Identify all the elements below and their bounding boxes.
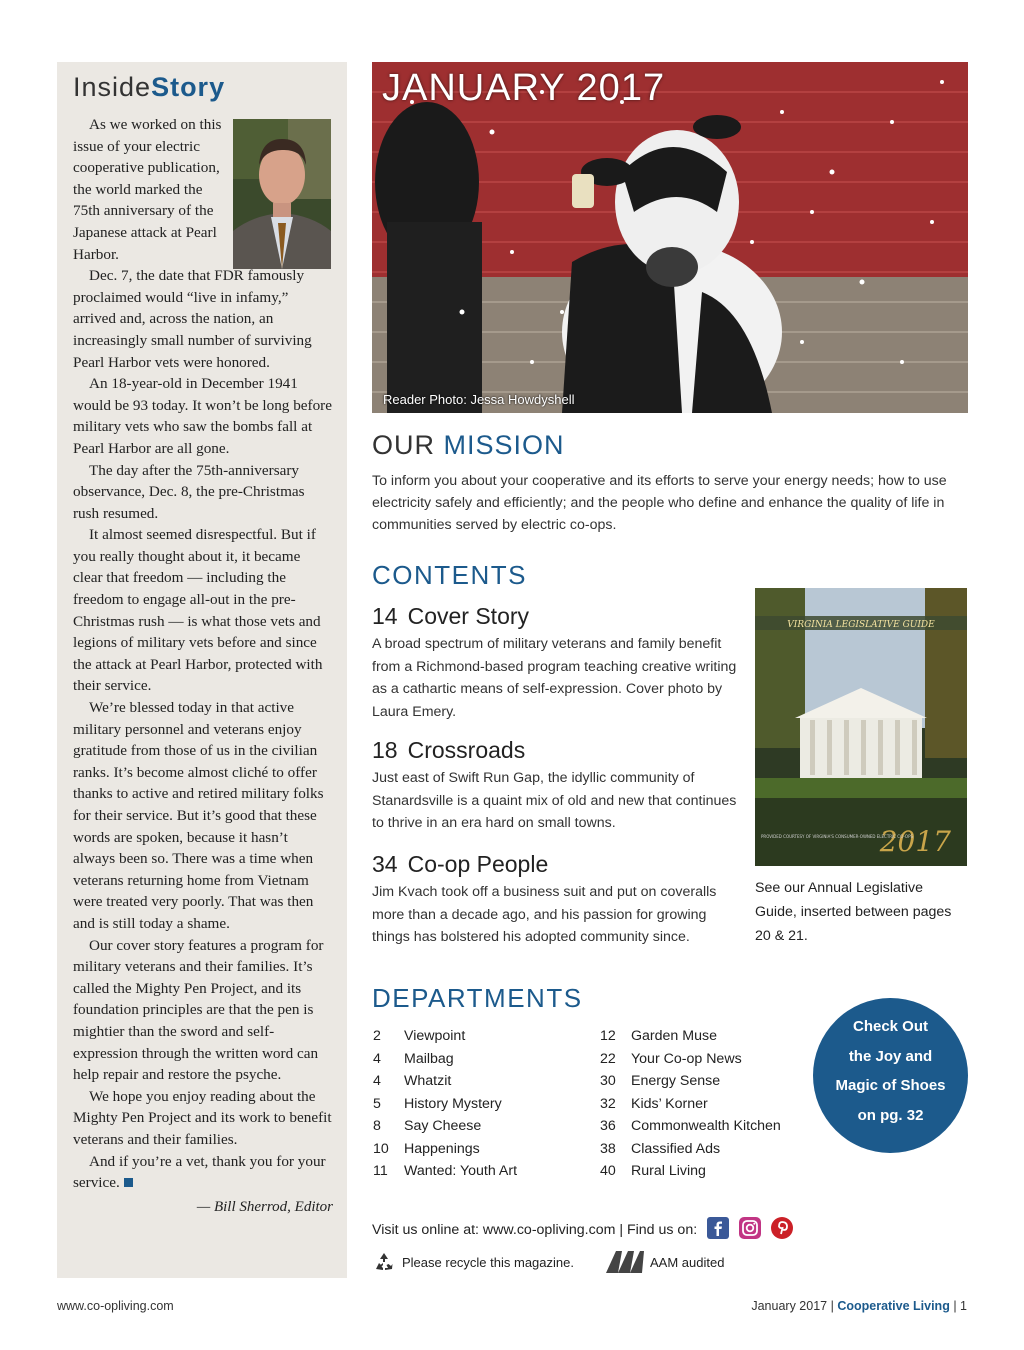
department-page: 10 [373, 1140, 389, 1157]
story-page-number: 34 [372, 851, 398, 877]
sidebar-paragraph: Dec. 7, the date that FDR famously proclaimed would “live in infamy,” arrived and, across the nation, an increasingly small number of surviving Pearl Harbor vets were honored. [73, 267, 312, 371]
photo-credit: Reader Photo: Jessa Howdyshell [383, 392, 575, 407]
inside-story-sidebar [57, 62, 347, 1278]
departments-list-right [600, 1028, 781, 1186]
department-page: 2 [373, 1028, 381, 1044]
mission-heading-a: OUR [372, 430, 435, 460]
sidebar-article [73, 114, 333, 1218]
department-item[interactable] [373, 1073, 517, 1096]
story-title: Co-op People [407, 851, 549, 877]
story-page-number: 18 [372, 737, 398, 763]
contents-heading: CONTENTS [372, 560, 527, 590]
department-name: Rural Living [631, 1163, 706, 1179]
department-page: 4 [373, 1073, 381, 1089]
story-page-number: 14 [372, 603, 398, 629]
department-item[interactable] [600, 1118, 781, 1141]
recycle-text: Please recycle this magazine. [402, 1255, 574, 1270]
issue-title: JANUARY 2017 [382, 67, 666, 109]
instagram-icon[interactable] [739, 1217, 761, 1239]
department-name: Happenings [404, 1140, 480, 1157]
mission-heading [372, 430, 565, 461]
badge-line: the Joy and [848, 1047, 933, 1065]
shoes-feature-badge[interactable] [813, 998, 968, 1153]
editor-signature: — Bill Sherrod, Editor [196, 1198, 333, 1215]
guide-year: 2017 [879, 825, 951, 858]
departments-list-left [373, 1028, 517, 1186]
department-item[interactable] [600, 1163, 781, 1186]
aam-audited-note [606, 1251, 724, 1273]
contents-story[interactable] [372, 737, 742, 835]
recycle-icon [372, 1251, 396, 1273]
footer-magazine-name: Cooperative Living [837, 1299, 950, 1313]
guide-courtesy-text: PROVIDED COURTESY OF VIRGINIA'S CONSUMER-OWNED ELECTRIC CO-OPS [761, 834, 914, 839]
mission-heading-b: MISSION [443, 430, 565, 460]
sidebar-paragraph: Our cover story features a program for military veterans and their families. It’s called the Mighty Pen Project, and its foundation principles are that the pen is mightier than the sword and self-expression through the written word can help repair and restore the psyche. [73, 936, 324, 1084]
sidebar-closing-text: And if you’re a vet, thank you for your service. [73, 1152, 326, 1192]
department-page: 11 [373, 1163, 388, 1179]
department-page: 22 [600, 1050, 616, 1067]
aam-text: AAM audited [650, 1255, 725, 1270]
story-title: Crossroads [407, 737, 526, 763]
badge-line: on pg. 32 [857, 1106, 924, 1124]
department-page: 40 [600, 1163, 616, 1179]
contents-story[interactable] [372, 603, 742, 723]
department-item[interactable] [600, 1141, 781, 1164]
guide-banner-text: VIRGINIA LEGISLATIVE GUIDE [787, 620, 935, 630]
department-page: 4 [373, 1050, 381, 1067]
story-description: Jim Kvach took off a business suit and put on coveralls more than a decade ago, and his passion for growing things has bolstered his adopted community since. [372, 884, 717, 945]
sidebar-paragraph: It almost seemed disrespectful. But if you really thought about it, it became clear that freedom — including the freedom to engage all-out in the pre-Christmas rush — is what those vets and legions of military vets before and since the attack at Pearl Harbor, protected with their service. [73, 526, 323, 695]
sidebar-paragraph: The day after the 75th-anniversary observance, Dec. 8, the pre-Christmas rush resumed. [73, 461, 305, 522]
departments-heading: DEPARTMENTS [372, 983, 583, 1013]
story-heading [372, 737, 742, 764]
sidebar-paragraph: We’re blessed today in that active military personnel and veterans enjoy gratitude from those of us in the civilian ranks. It’s become almost cliché to offer thanks to active and retired military folks for their service. But it’s good that these words are spoken, because it hasn’t always been so. There was a time when veterans returning home from Vietnam were treated very poorly. That was then and is still today a shame. [73, 699, 324, 932]
department-item[interactable] [600, 1096, 781, 1119]
department-item[interactable] [373, 1096, 517, 1119]
legislative-guide-caption: See our Annual Legislative Guide, inserted between pages 20 & 21. [755, 880, 952, 944]
sidebar-title-light: Inside [73, 72, 152, 102]
department-page: 32 [600, 1095, 616, 1112]
sidebar-paragraph-last [73, 1151, 333, 1194]
department-item[interactable] [600, 1028, 781, 1051]
department-name: Say Cheese [404, 1118, 482, 1134]
contents-story[interactable] [372, 851, 742, 949]
department-page: 38 [600, 1140, 616, 1157]
story-heading [372, 603, 742, 630]
department-name: Garden Muse [631, 1028, 717, 1044]
footer-website[interactable]: www.co-opliving.com [57, 1299, 174, 1313]
badge-line: Magic of Shoes [835, 1077, 946, 1094]
department-item[interactable] [373, 1118, 517, 1141]
visit-text: Visit us online at: www.co-opliving.com | Find us on: [372, 1222, 698, 1238]
sidebar-title [73, 72, 225, 103]
story-description: Just east of Swift Run Gap, the idyllic community of Stanardsville is a quaint mix of old and new that continues to thrive in an era hard on small towns. [372, 770, 737, 831]
legislative-guide-cover [755, 588, 967, 866]
cover-photo [372, 62, 968, 413]
footer-date: January 2017 | [751, 1299, 838, 1313]
calves-in-snow-photo [372, 62, 968, 413]
department-item[interactable] [373, 1028, 517, 1051]
sidebar-paragraph: We hope you enjoy reading about the Mighty Pen Project and its work to benefit veterans and their families. [73, 1087, 332, 1148]
mission-statement: To inform you about your cooperative and its efforts to serve your energy needs; how to use electricity safely and efficiently; and the people who define and enhance the quality of life in communities served by electric co-ops. [372, 473, 947, 533]
department-name: Mailbag [404, 1050, 454, 1067]
department-item[interactable] [373, 1141, 517, 1164]
facebook-icon[interactable] [707, 1217, 729, 1239]
department-item[interactable] [373, 1163, 517, 1186]
pinterest-icon[interactable] [771, 1217, 793, 1239]
department-name: Whatzit [404, 1073, 452, 1089]
footer-folio [751, 1299, 967, 1313]
aam-logo-icon [606, 1251, 644, 1273]
department-page: 36 [600, 1118, 616, 1134]
story-title: Cover Story [407, 603, 530, 629]
footer-page-number: | 1 [949, 1299, 967, 1313]
department-page: 12 [600, 1028, 616, 1044]
end-mark-icon [124, 1178, 133, 1187]
recycle-note [372, 1251, 574, 1273]
badge-line: Check Out [852, 1018, 928, 1035]
department-name: Kids’ Korner [631, 1095, 708, 1112]
department-name: Commonwealth Kitchen [631, 1118, 781, 1134]
department-page: 8 [373, 1118, 381, 1134]
visit-online-line [372, 1217, 793, 1239]
sidebar-title-bold: Story [151, 72, 226, 102]
sidebar-paragraph: An 18-year-old in December 1941 would be 93 today. It won’t be long before military vets who saw the bombs fall at Pearl Harbor are all gone. [73, 375, 332, 457]
department-item[interactable] [600, 1073, 781, 1096]
department-name: History Mystery [404, 1095, 502, 1112]
department-name: Viewpoint [404, 1028, 466, 1044]
department-item[interactable] [373, 1051, 517, 1074]
department-name: Classified Ads [631, 1140, 721, 1157]
department-name: Your Co-op News [631, 1050, 742, 1067]
story-heading [372, 851, 742, 878]
department-name: Energy Sense [631, 1073, 721, 1089]
department-page: 30 [600, 1073, 616, 1089]
sidebar-paragraph: As we worked on this issue of your electric cooperative publication, the world marked the 75th anniversary of the Japanese attack at Pearl Harbor. [73, 116, 222, 263]
department-name: Wanted: Youth Art [404, 1163, 518, 1179]
department-item[interactable] [600, 1051, 781, 1074]
story-description: A broad spectrum of military veterans and family benefit from a Richmond-based program teaching creative writing as a cathartic means of self-expression. Cover photo by Laura Emery. [372, 636, 737, 720]
department-page: 5 [373, 1095, 381, 1112]
